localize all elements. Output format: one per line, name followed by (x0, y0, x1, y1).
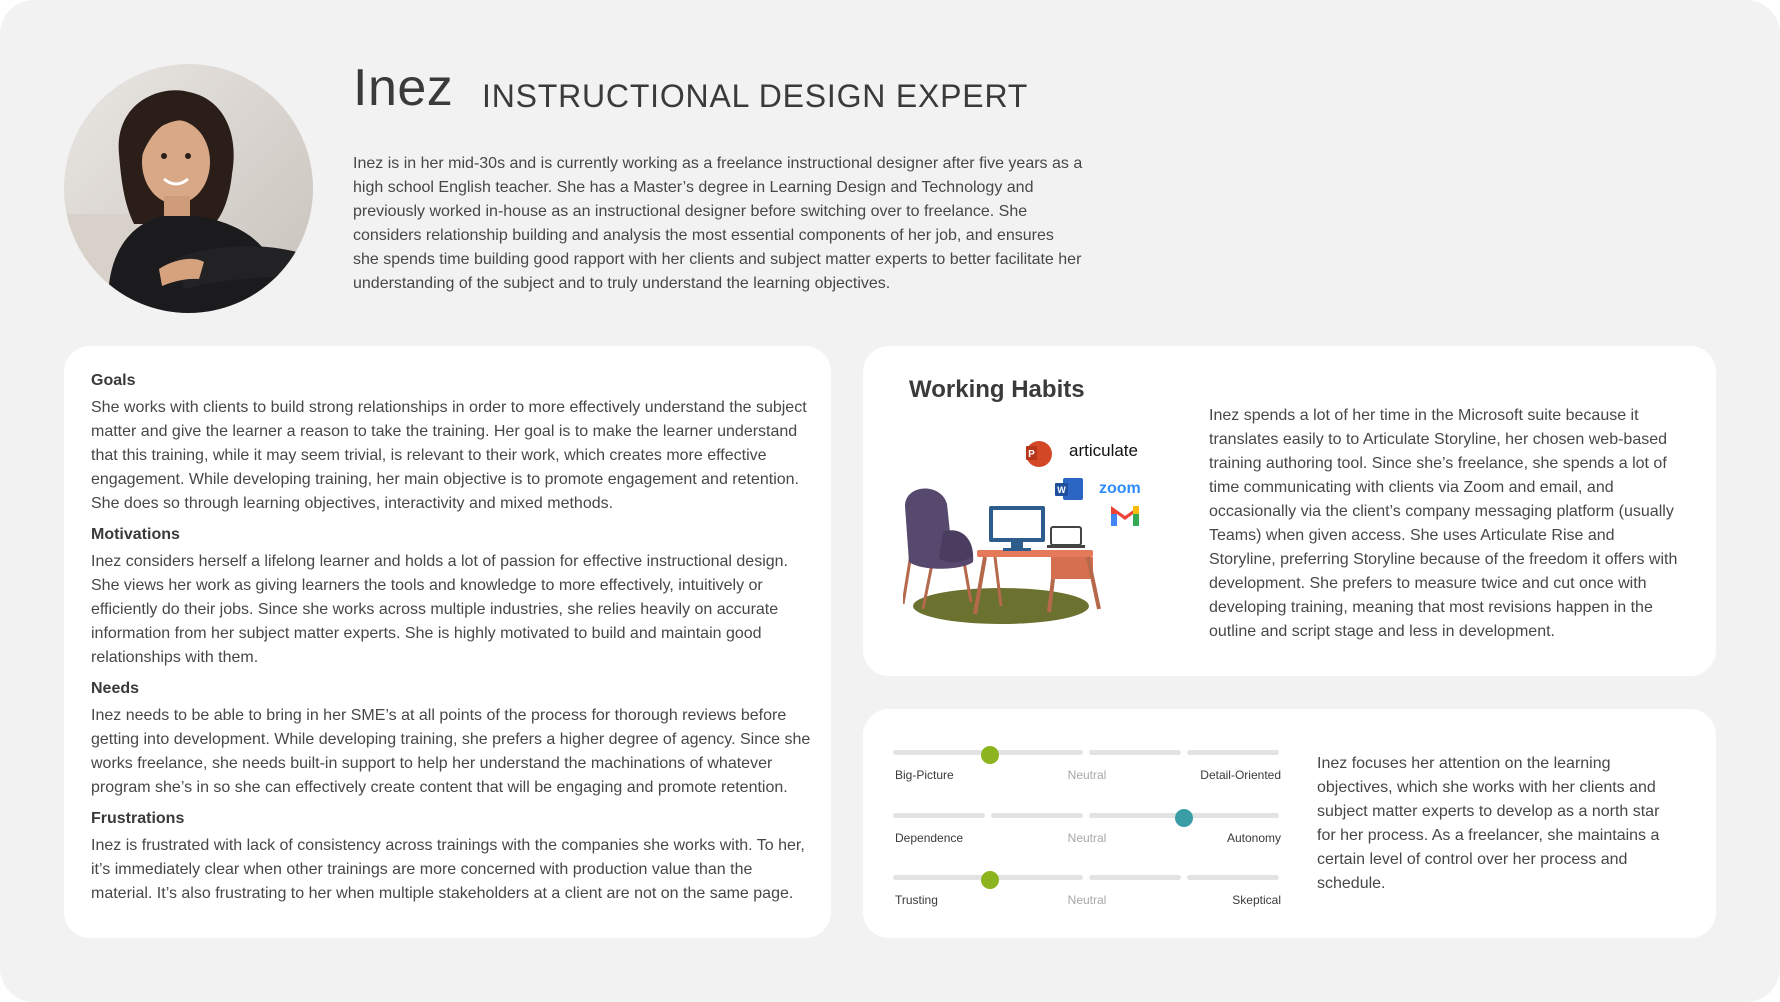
svg-text:P: P (1028, 449, 1035, 460)
workspace-illustration (903, 434, 1163, 624)
needs-section (91, 678, 811, 800)
motivations-section (91, 524, 811, 670)
goals-title: Goals (91, 372, 136, 389)
motivations-title: Motivations (91, 526, 180, 543)
persona-bio: Inez is in her mid-30s and is currently working as a freelance instructional designer after five years as a high school English teacher. She has a Master’s degree in Learning Design and Technology and previously worked in-house as an instructional designer before switching over to freelance. She considers relationship building and analysis the most essential components of her job, and ensures she spends time building good rapport with her clients and subject matter experts to better facilitate her understanding of the subject and to truly understand the learning objectives. (353, 155, 1083, 292)
slider-left-label: Big-Picture (895, 768, 954, 782)
slider-knob (981, 746, 999, 764)
slider-knob (981, 871, 999, 889)
goals-body: She works with clients to build strong relationships in order to more effectively understand the subject matter and give the learner a reason to take the training. Her goal is to make the learner understand that this training, while it may seem trivial, is relevant to their work, which creates more effective engagement. While developing training, her main objective is to promote engagement and retention. She does so through learning objectives, interactivity and mixed methods. (91, 399, 807, 512)
frustrations-section (91, 808, 811, 906)
slider-track (893, 875, 1281, 880)
slider-track (893, 750, 1281, 755)
svg-text:W: W (1057, 485, 1066, 495)
slider-right-label: Detail-Oriented (1200, 768, 1281, 782)
slider-knob (1175, 809, 1193, 827)
motivations-body: Inez considers herself a lifelong learner and holds a lot of passion for effective instructional design. She views her work as giving learners the tools and knowledge to more effectively, intuitively or efficiently do their jobs. Since she works across multiple industries, she relies heavily on accurate information from her subject matter experts. She is highly motivated to build and maintain good relationships with them. (91, 553, 788, 666)
persona-photo (64, 64, 313, 313)
frustrations-body: Inez is frustrated with lack of consistency across trainings with the companies she works with. To her, it’s immediately clear when other trainings are more concerned with production value than the material. It’s also frustrating to her when multiple stakeholders at a client are not on the same page. (91, 837, 805, 902)
word-icon (1055, 478, 1083, 500)
working-habits-title: Working Habits (909, 376, 1085, 403)
slider-left-label: Trusting (895, 893, 938, 907)
trait-slider-trusting: Trusting Neutral Skeptical (893, 869, 1281, 909)
persona-details-card (64, 346, 831, 938)
needs-body: Inez needs to be able to bring in her SME’s at all points of the process for thorough reviews before getting into development. While developing training, she prefers a higher degree of agency. Since she works freelance, she needs built-in support to help her understand the machinations of whatever program she’s in so she can effectively create content that will be engaging and promote retention. (91, 707, 811, 796)
slider-track (893, 813, 1281, 818)
working-habits-body: Inez spends a lot of her time in the Microsoft suite because it translates easily to to Articulate Storyline, her chosen web-based training authoring tool. Since she’s freelance, she spends a lot of time communicating with clients via Zoom and email, and occasionally via the client’s company messaging platform (usually Teams) when given access. She uses Articulate Rise and Storyline, preferring Storyline because of the freedom it offers with development. She prefers to measure twice and cut once with developing training, meaning that most revisions happen in the outline and script stage and less in development. (1209, 407, 1678, 640)
goals-section (91, 370, 811, 516)
trait-slider-big-picture: Big-Picture Neutral Detail-Oriented (893, 744, 1281, 784)
powerpoint-icon (1026, 441, 1052, 467)
persona-name: Inez (353, 59, 454, 117)
articulate-logo: articulate (1069, 441, 1138, 460)
working-habits-card (863, 346, 1716, 676)
slider-right-label: Skeptical (1232, 893, 1281, 907)
slider-right-label: Autonomy (1226, 831, 1281, 845)
zoom-logo: zoom (1099, 480, 1141, 497)
slider-left-label: Dependence (895, 831, 964, 845)
persona-role: INSTRUCTIONAL DESIGN EXPERT (482, 78, 1029, 114)
traits-card (863, 709, 1716, 938)
laptop-icon (1047, 527, 1085, 548)
needs-title: Needs (91, 680, 140, 697)
gmail-icon (1111, 506, 1139, 526)
monitor-icon (989, 506, 1045, 551)
frustrations-title: Frustrations (91, 810, 185, 827)
traits-body: Inez focuses her attention on the learning objectives, which she works with her clients and subject matter experts to develop as a north star for her process. As a freelancer, she maintains a certain level of control over her process and schedule. (1317, 755, 1660, 892)
trait-slider-dependence: Dependence Neutral Autonomy (893, 807, 1281, 847)
